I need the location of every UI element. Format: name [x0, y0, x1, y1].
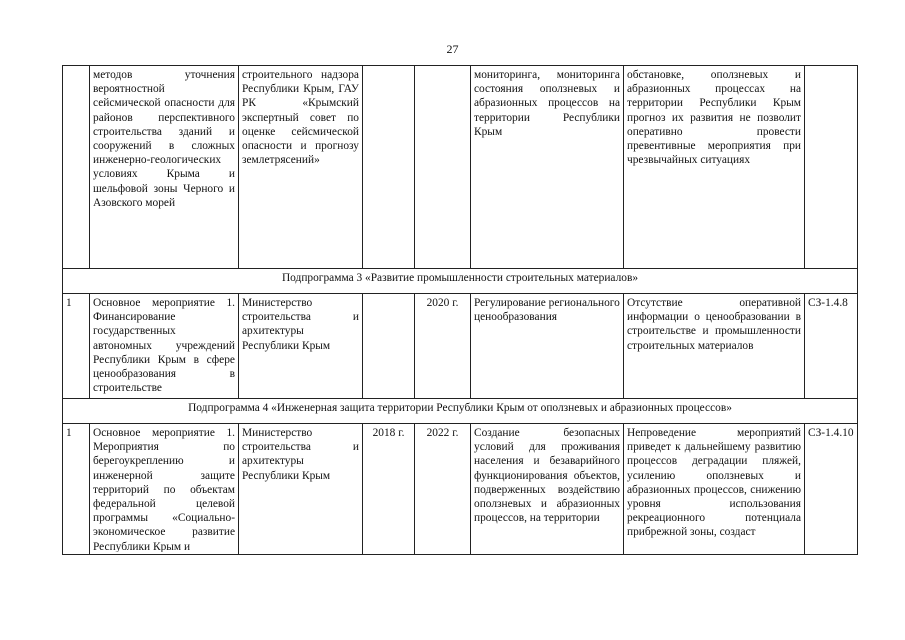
measure-cell: методов уточнения вероятностной сейсмической опасности для районов перспективного строительства зданий и сооружений в сложных инженерно-геологических условиях Крыма и шельфовой зоны Черного и Азовского морей	[90, 66, 239, 269]
start-year-cell: 2018 г.	[363, 424, 415, 555]
result-cell: Регулирование регионального ценообразования	[471, 294, 624, 399]
table-row	[63, 294, 858, 399]
row-number: 1	[63, 294, 90, 399]
end-year-cell: 2022 г.	[415, 424, 471, 555]
measure-text: Основное мероприятие 1. Мероприятия по берегоукреплению и инженерной защите территорий по объектам федеральной целевой программы «Социально-экономическое развитие Республики Крым и	[93, 427, 235, 552]
subprogram-header-row	[63, 269, 858, 294]
start-year-cell	[363, 294, 415, 399]
consequences-cell	[624, 424, 805, 555]
link-cell: СЗ-1.4.8	[805, 294, 858, 399]
page-number: 27	[446, 42, 459, 56]
consequences-cell: Отсутствие оперативной информации о ценообразовании в строительстве и промышленности строительных материалов	[624, 294, 805, 399]
row-number	[63, 66, 90, 269]
result-cell: мониторинга, мониторинга состояния оползневых и абразионных процессов на территории Республики Крым	[471, 66, 624, 269]
consequences-text: Непроведение мероприятий приведет к дальнейшему развитию процессов деградации пляжей, усилению оползневых и абразионных процессов, снижению уровня использования рекреационного потенциала прибрежной зоны, создаст	[627, 427, 801, 539]
subprogram-4-title: Подпрограмма 4 «Инженерная защита территории Республики Крым от оползневых и абразионных процессов»	[63, 399, 858, 424]
result-cell	[471, 424, 624, 555]
consequences-cell: обстановке, оползневых и абразионных процессах на территории Республики Крым прогноз их развития не позволит оперативно провести превентивные мероприятия при чрезвычайных ситуациях	[624, 66, 805, 269]
measure-cell: Основное мероприятие 1. Финансирование государственных автономных учреждений Республики Крым в сфере ценообразования в строительстве	[90, 294, 239, 399]
link-cell: СЗ-1.4.10	[805, 424, 858, 555]
executor-cell: строительного надзора Республики Крым, ГАУ РК «Крымский экспертный совет по оценке сейсмической опасности и прогнозу землетрясений»	[239, 66, 363, 269]
end-year-cell: 2020 г.	[415, 294, 471, 399]
executor-cell: Министерство строительства и архитектуры Республики Крым	[239, 424, 363, 555]
link-cell	[805, 66, 858, 269]
start-year-cell	[363, 66, 415, 269]
subprogram-3-title: Подпрограмма 3 «Развитие промышленности строительных материалов»	[63, 269, 858, 294]
table-row	[63, 66, 858, 269]
table-row	[63, 424, 858, 555]
row-number: 1	[63, 424, 90, 555]
executor-cell: Министерство строительства и архитектуры Республики Крым	[239, 294, 363, 399]
result-text: Создание безопасных условий для проживания населения и безаварийного функционирования объектов, подверженных воздействию оползневых и абразионных процессов, на территории	[474, 427, 620, 525]
measure-cell	[90, 424, 239, 555]
subprogram-header-row	[63, 399, 858, 424]
end-year-cell	[415, 66, 471, 269]
program-table	[62, 65, 858, 555]
